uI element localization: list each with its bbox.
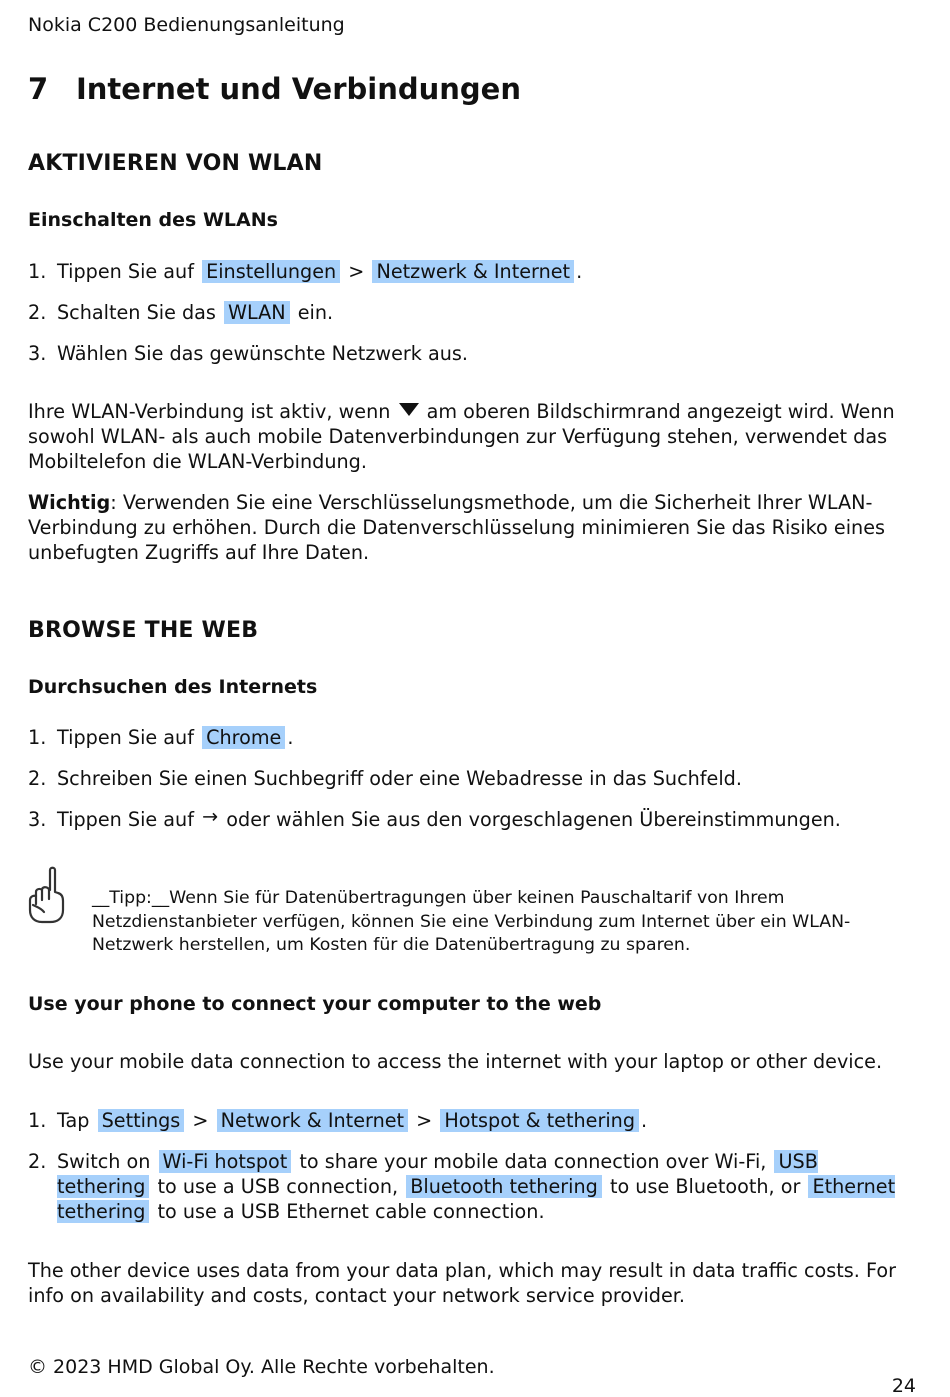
list-item [28,300,918,325]
section-title-browse: BROWSE THE WEB [28,618,259,643]
important-label: Wichtig [28,491,111,514]
paragraph-text: am oberen Bildschirmrand angezeigt wird. Wenn sowohl WLAN- als auch mobile Datenverbindungen zur Verfügung stehen, verwendet das Mobiltelefon die WLAN-Verbindung. [28,400,895,473]
list-item [28,259,918,284]
list-item [28,766,918,791]
document-title: Nokia C200 Bedienungsanleitung [28,14,345,36]
step-number: 2. [28,301,47,324]
ui-term-highlight: Settings [98,1109,185,1132]
step-text: Tippen Sie auf [57,726,194,749]
step-text-end: to use a USB Ethernet cable connection. [157,1200,545,1223]
tip-text: __Tipp:__Wenn Sie für Datenübertragungen über keinen Pauschaltarif von Ihrem Netzdienstanbieter verfügen, können Sie eine Verbindung zum Internet über ein WLAN-Netzwerk herstellen, um Kosten für die Datenübertragung zu sparen. [92,888,851,956]
ui-term-highlight: USB tethering [57,1150,818,1198]
step-text: Wählen Sie das gewünschte Netzwerk aus. [57,342,469,365]
subheading-hotspot: Use your phone to connect your computer to the web [28,993,602,1015]
step-text-end: oder wählen Sie aus den vorgeschlagenen Übereinstimmungen. [226,808,841,831]
step-text: Tippen Sie auf [57,808,194,831]
step-text-end: ein. [297,301,334,324]
ui-term-highlight: Network & Internet [217,1109,408,1132]
ui-term-highlight: Hotspot & tethering [440,1109,639,1132]
paragraph-important [28,490,908,565]
step-text-end: . [287,726,294,749]
ui-term-highlight: WLAN [224,301,290,324]
section-title-wlan: AKTIVIEREN VON WLAN [28,151,323,176]
step-number: 2. [28,1150,47,1173]
step-text: Schreiben Sie einen Suchbegriff oder eine Webadresse in das Suchfeld. [57,767,742,790]
path-separator: > [192,1109,209,1132]
chapter-heading [28,72,521,106]
ui-term-highlight: Ethernet tethering [57,1175,896,1223]
step-number: 1. [28,726,47,749]
paragraph-wlan-status [28,399,908,474]
ui-term-highlight: Netzwerk & Internet [372,260,574,283]
ui-term-highlight: Einstellungen [202,260,340,283]
arrow-right-icon: → [202,805,219,828]
paragraph-hotspot-outro: The other device uses data from your data plan, which may result in data traffic costs. For info on availability and costs, contact your network service provider. [28,1259,896,1307]
list-item [28,1149,918,1224]
step-text: to use a USB connection, [157,1175,399,1198]
ui-term-highlight: Chrome [202,726,285,749]
subheading-wlan: Einschalten des WLANs [28,209,278,231]
hand-pointing-icon [28,866,66,924]
step-text: Schalten Sie das [57,301,216,324]
step-text-end: . [641,1109,648,1132]
step-number: 1. [28,1109,47,1132]
step-text-end: . [576,260,583,283]
chapter-number: 7 [28,72,49,106]
step-text: Tap [57,1109,90,1132]
path-separator: > [348,260,365,283]
step-number: 1. [28,260,47,283]
wifi-icon [399,403,419,416]
list-item [28,341,918,366]
step-text: to share your mobile data connection over Wi-Fi, [299,1150,767,1173]
path-separator: > [416,1109,433,1132]
step-text: Switch on [57,1150,151,1173]
step-number: 2. [28,767,47,790]
step-text: Tippen Sie auf [57,260,194,283]
footer-copyright: © 2023 HMD Global Oy. Alle Rechte vorbehalten. [28,1356,495,1378]
chapter-title: Internet und Verbindungen [76,72,521,106]
list-item [28,725,918,750]
paragraph-text: : Verwenden Sie eine Verschlüsselungsmethode, um die Sicherheit Ihrer WLAN-Verbindung zu erhöhen. Durch die Datenverschlüsselung minimieren Sie das Risiko eines unbefugten Zugriffs auf Ihre Daten. [28,491,885,564]
ui-term-highlight: Bluetooth tethering [406,1175,602,1198]
list-item [28,1108,918,1133]
paragraph-hotspot-intro: Use your mobile data connection to access the internet with your laptop or other device. [28,1050,883,1073]
paragraph-text: Ihre WLAN-Verbindung ist aktiv, wenn [28,400,391,423]
step-number: 3. [28,808,47,831]
ui-term-highlight: Wi-Fi hotspot [159,1150,292,1173]
page-number: 24 [891,1375,916,1397]
list-item [28,807,918,832]
subheading-browse: Durchsuchen des Internets [28,676,318,698]
step-number: 3. [28,342,47,365]
step-text: to use Bluetooth, or [609,1175,801,1198]
